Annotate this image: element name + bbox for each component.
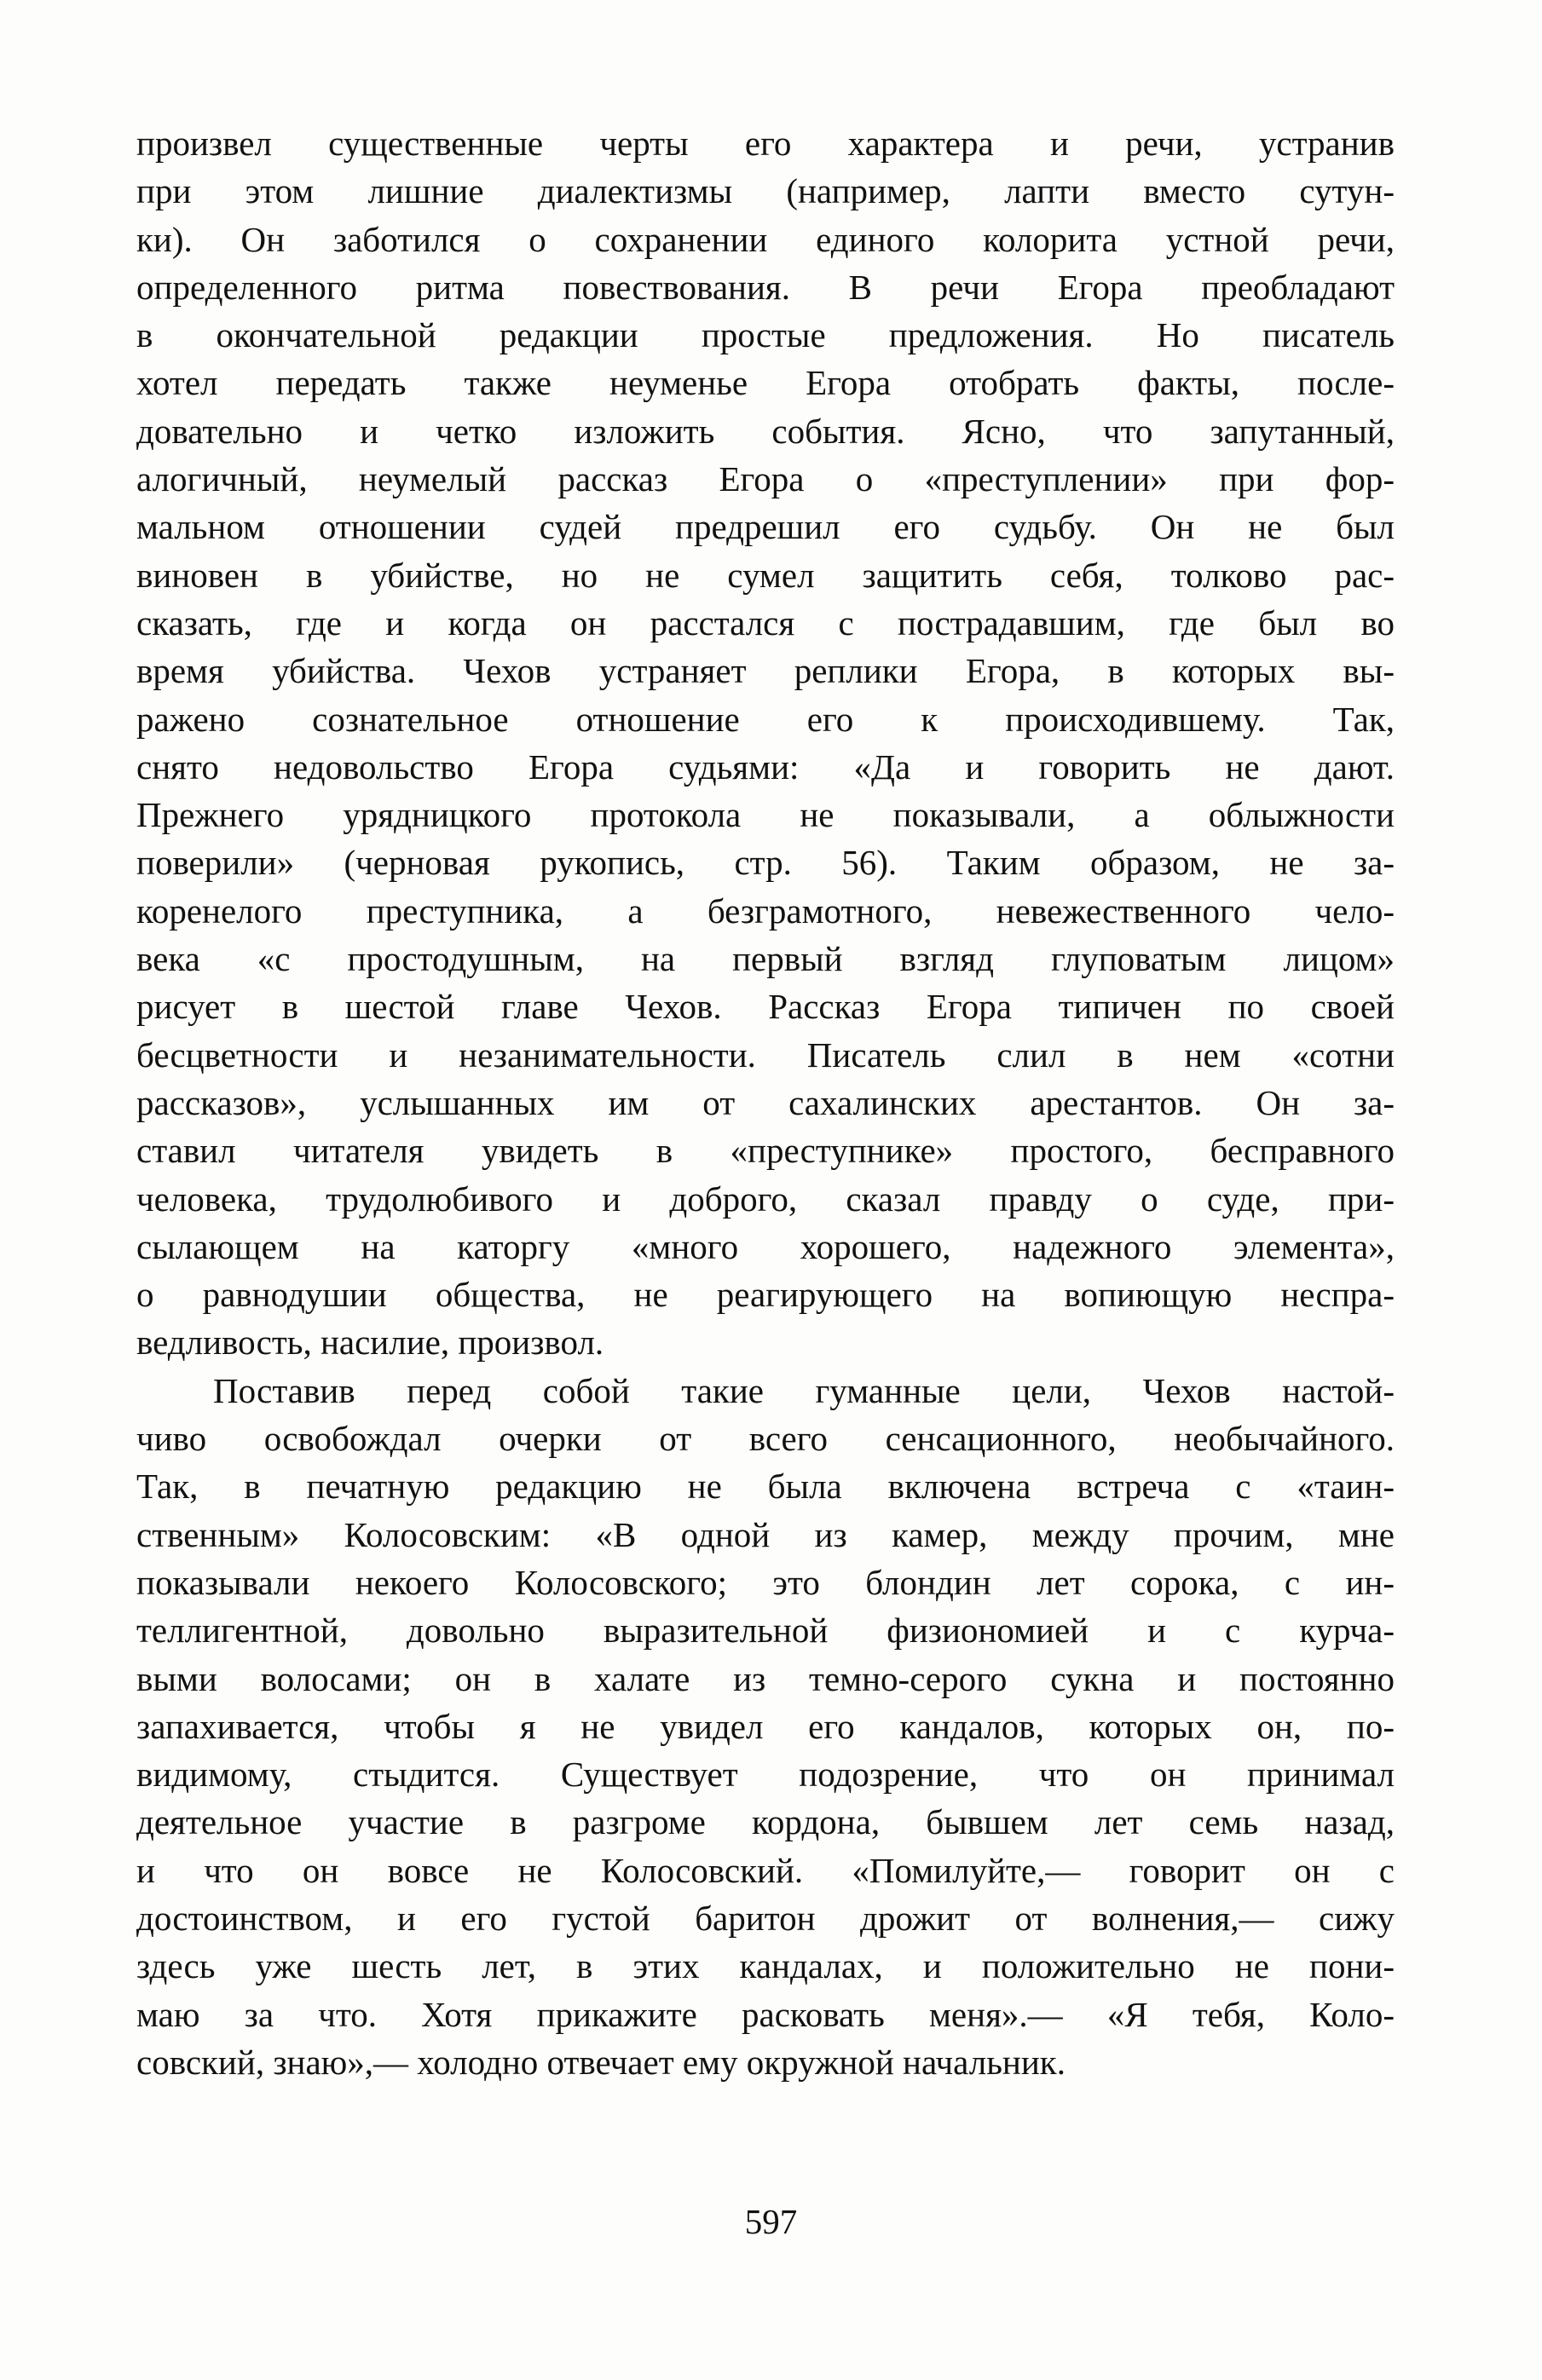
paragraph-1	[136, 119, 1395, 1367]
text-line: о равнодушии общества, не реагирующего на вопиющую неспра-	[136, 1275, 1395, 1315]
text-line: рассказов», услышанных им от сахалинских арестантов. Он за-	[136, 1082, 1395, 1122]
text-line: чиво освобождал очерки от всего сенсационного, необычайного.	[136, 1419, 1395, 1459]
text-line: рисует в шестой главе Чехов. Рассказ Егора типичен по своей	[136, 987, 1395, 1027]
text-line: при этом лишние диалектизмы (например, лапти вместо сутун-	[136, 171, 1395, 211]
text-line: совский, знаю»,— холодно отвечает ему окружной начальник.	[136, 2042, 1066, 2082]
text-line: Поставив перед собой такие гуманные цели, Чехов настой-	[213, 1370, 1395, 1410]
text-line: ственным» Колосовским: «В одной из камер, между прочим, мне	[136, 1514, 1395, 1554]
text-line: Прежнего урядницкого протокола не показывали, а облыжности	[136, 795, 1395, 835]
text-line: маю за что. Хотя прикажите расковать меня».— «Я тебя, Коло-	[136, 1994, 1395, 2034]
text-line: достоинством, и его густой баритон дрожит от волнения,— сижу	[136, 1898, 1395, 1938]
text-line: хотел передать также неуменье Егора отобрать факты, после-	[136, 363, 1395, 403]
text-line: мальном отношении судей предрешил его судьбу. Он не был	[136, 507, 1395, 547]
text-line: ставил читателя увидеть в «преступнике» простого, бесправного	[136, 1131, 1395, 1171]
text-block	[136, 119, 1395, 2086]
text-line: ки). Он заботился о сохранении единого колорита устной речи,	[136, 219, 1395, 259]
text-line: ведливость, насилие, произвол.	[136, 1323, 604, 1363]
text-line: деятельное участие в разгроме кордона, бывшем лет семь назад,	[136, 1802, 1395, 1842]
text-line: в окончательной редакции простые предложения. Но писатель	[136, 315, 1395, 355]
text-line: время убийства. Чехов устраняет реплики Егора, в которых вы-	[136, 651, 1395, 691]
page-number: 597	[744, 2202, 798, 2241]
text-line: показывали некоего Колосовского; это блондин лет сорока, с ин-	[136, 1562, 1395, 1602]
text-line: коренелого преступника, а безграмотного, невежественного чело-	[136, 890, 1395, 931]
text-line: бесцветности и незанимательности. Писатель слил в нем «сотни	[136, 1034, 1395, 1075]
text-line: произвел существенные черты его характера и речи, устранив	[136, 124, 1395, 163]
text-line: поверили» (черновая рукопись, стр. 56). Таким образом, не за-	[136, 843, 1395, 883]
text-line: алогичный, неумелый рассказ Егора о «преступлении» при фор-	[136, 459, 1395, 499]
text-line: снято недовольство Егора судьями: «Да и говорить не дают.	[136, 746, 1395, 787]
paragraph-2	[136, 1367, 1395, 2086]
text-line: теллигентной, довольно выразительной физиономией и с курча-	[136, 1611, 1395, 1651]
text-line: здесь уже шесть лет, в этих кандалах, и положительно не пони-	[136, 1946, 1395, 1986]
text-line: выми волосами; он в халате из темно-серого сукна и постоянно	[136, 1658, 1395, 1698]
text-line: и что он вовсе не Колосовский. «Помилуйте,— говорит он с	[136, 1850, 1395, 1890]
text-line: ражено сознательное отношение его к происходившему. Так,	[136, 699, 1395, 739]
text-line: сылающем на каторгу «много хорошего, надежного элемента»,	[136, 1226, 1395, 1266]
text-line: запахивается, чтобы я не увидел его кандалов, которых он, по-	[136, 1706, 1395, 1746]
text-line: Так, в печатную редакцию не была включена встреча с «таин-	[136, 1467, 1395, 1507]
text-line: виновен в убийстве, но не сумел защитить себя, толково рас-	[136, 555, 1395, 595]
text-line: человека, трудолюбивого и доброго, сказал правду о суде, при-	[136, 1178, 1395, 1219]
text-line: видимому, стыдится. Существует подозрение, что он принимал	[136, 1755, 1395, 1795]
text-line: века «с простодушным, на первый взгляд глуповатым лицом»	[136, 939, 1395, 979]
text-line: определенного ритма повествования. В речи Егора преобладают	[136, 267, 1395, 307]
text-line: сказать, где и когда он расстался с пострадавшим, где был во	[136, 602, 1395, 643]
text-line: довательно и четко изложить события. Ясно, что запутанный,	[136, 411, 1395, 451]
